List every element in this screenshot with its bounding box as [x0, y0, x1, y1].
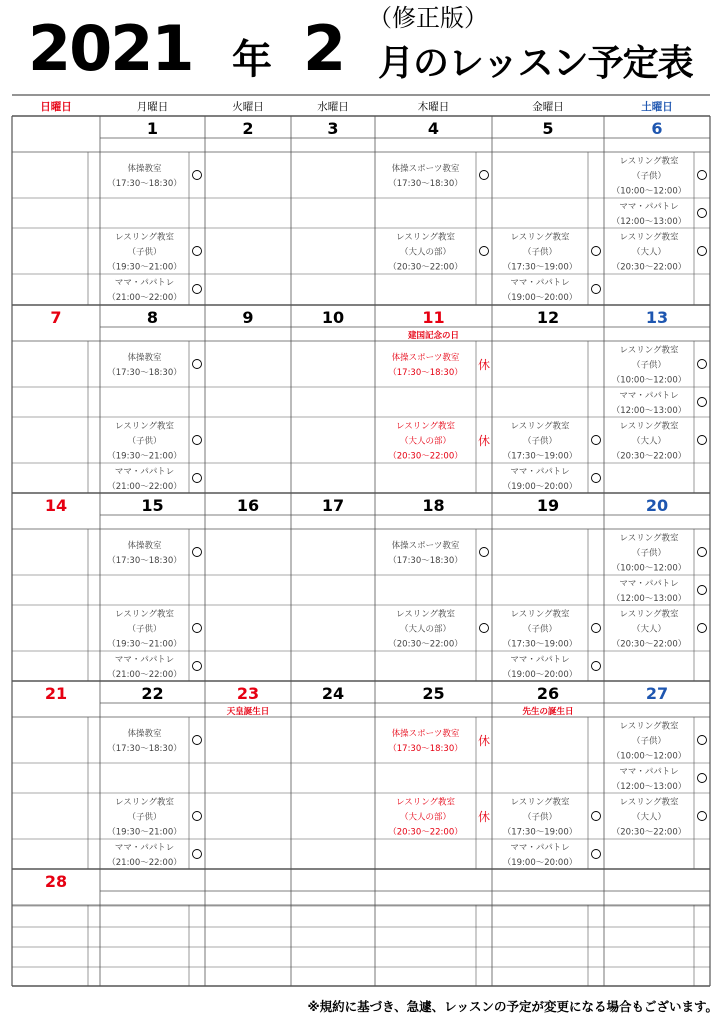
lesson-text: （大人）: [631, 247, 667, 258]
lesson-text: （10:00～12:00）: [611, 186, 687, 197]
lesson-text: （大人の部）: [399, 247, 452, 258]
available-mark: [193, 247, 202, 256]
day-number-3: 3: [327, 119, 339, 138]
available-mark: [698, 586, 707, 595]
lesson-text: （大人）: [631, 812, 667, 823]
lesson-text: （子供）: [127, 812, 162, 823]
lesson-text: （子供）: [631, 736, 667, 747]
day-number-28: 28: [44, 872, 68, 891]
lesson-text: （20:30～22:00）: [611, 262, 687, 273]
available-mark: [698, 736, 707, 745]
lesson-text: （19:30～21:00）: [107, 451, 182, 462]
day-number-11: 11: [422, 308, 445, 327]
lesson-text: （19:00～20:00）: [502, 293, 578, 303]
lesson-text: レスリング教室: [619, 345, 679, 356]
available-mark: [193, 850, 202, 859]
lesson-text: （17:30～18:30）: [388, 556, 463, 566]
header-title: 月のレッスン予定表: [378, 43, 693, 84]
lesson-text: （12:00～13:00）: [611, 406, 687, 416]
lesson-text: （17:30～19:00）: [502, 262, 578, 273]
lesson-text: （19:00～20:00）: [502, 858, 578, 868]
available-mark: [592, 624, 601, 633]
lesson-text: （子供）: [127, 247, 162, 258]
lesson-text: ママ・パパトレ: [114, 843, 175, 853]
available-mark: [592, 247, 601, 256]
day-number-10: 10: [321, 308, 345, 327]
lesson-text: （10:00～12:00）: [611, 563, 687, 574]
weekday-header-3: 水曜日: [317, 101, 349, 113]
lesson-text: ママ・パパトレ: [510, 655, 570, 665]
lesson-text: レスリング教室: [510, 232, 570, 243]
available-mark: [592, 812, 601, 821]
lesson-text: 体操教室: [127, 729, 162, 739]
lesson-text: （20:30～22:00）: [388, 827, 463, 838]
available-mark: [193, 171, 202, 180]
available-mark: [193, 548, 202, 557]
day-number-9: 9: [242, 308, 254, 327]
lesson-text: ママ・パパトレ: [114, 278, 175, 288]
lesson-text: （19:30～21:00）: [107, 639, 182, 650]
lesson-text: （子供）: [522, 624, 558, 635]
available-mark: [592, 285, 601, 294]
lesson-text: レスリング教室: [114, 797, 175, 808]
available-mark: [193, 736, 202, 745]
day-number-12: 12: [536, 308, 560, 327]
day-number-19: 19: [536, 496, 560, 515]
weekday-header-0: 日曜日: [40, 101, 72, 113]
lesson-text: レスリング教室: [510, 421, 570, 432]
available-mark: [193, 812, 202, 821]
available-mark: [592, 850, 601, 859]
lesson-text: ママ・パパトレ: [114, 467, 175, 477]
available-mark: [698, 171, 707, 180]
header-month: 2: [303, 12, 347, 85]
day-number-8: 8: [146, 308, 159, 327]
available-mark: [480, 171, 489, 180]
day-number-15: 15: [141, 496, 164, 515]
available-mark: [698, 209, 707, 218]
day-number-17: 17: [321, 496, 345, 515]
lesson-text: （子供）: [127, 436, 162, 447]
lesson-text: レスリング教室: [395, 232, 456, 243]
lesson-text: （20:30～22:00）: [388, 262, 463, 273]
closed-mark: 休: [477, 734, 491, 748]
lesson-text: レスリング教室: [510, 797, 570, 808]
lesson-text: レスリング教室: [114, 609, 175, 620]
weekday-header-1: 月曜日: [136, 101, 169, 113]
available-mark: [698, 548, 707, 557]
lesson-text: （子供）: [631, 171, 667, 182]
available-mark: [193, 474, 202, 483]
lesson-text: レスリング教室: [619, 156, 679, 167]
available-mark: [698, 774, 707, 783]
lesson-text: レスリング教室: [395, 421, 456, 432]
holiday-note: 建国記念の日: [407, 331, 460, 341]
lesson-text: ママ・パパトレ: [510, 843, 570, 853]
lesson-text: （17:30～18:30）: [388, 368, 463, 378]
lesson-text: レスリング教室: [619, 232, 679, 243]
lesson-text: （19:30～21:00）: [107, 262, 182, 273]
lesson-text: （20:30～22:00）: [611, 451, 687, 462]
lesson-text: （子供）: [522, 812, 558, 823]
lesson-text: ママ・パパトレ: [510, 278, 570, 288]
lesson-text: （17:30～18:30）: [107, 368, 182, 378]
lesson-text: 体操スポーツ教室: [391, 729, 460, 739]
lesson-text: レスリング教室: [395, 797, 456, 808]
footer-note: ※規約に基づき、急遽、レッスンの予定が変更になる場合もございます。: [307, 999, 718, 1014]
lesson-text: レスリング教室: [619, 797, 679, 808]
available-mark: [193, 662, 202, 671]
lesson-text: レスリング教室: [114, 421, 175, 432]
lesson-text: （大人）: [631, 436, 667, 447]
weekday-header-4: 木曜日: [417, 101, 450, 113]
lesson-text: （子供）: [631, 548, 667, 559]
lesson-text: （12:00～13:00）: [611, 594, 687, 604]
available-mark: [592, 436, 601, 445]
available-mark: [698, 812, 707, 821]
lesson-text: （子供）: [127, 624, 162, 635]
day-number-23: 23: [236, 684, 260, 703]
lesson-text: （17:30～18:30）: [107, 179, 182, 189]
lesson-text: （10:00～12:00）: [611, 375, 687, 386]
day-number-4: 4: [427, 119, 440, 138]
available-mark: [698, 247, 707, 256]
available-mark: [592, 474, 601, 483]
available-mark: [698, 360, 707, 369]
lesson-text: （17:30～18:30）: [107, 744, 182, 754]
lesson-text: （子供）: [522, 436, 558, 447]
day-number-14: 14: [44, 496, 68, 515]
lesson-text: ママ・パパトレ: [510, 467, 570, 477]
available-mark: [698, 436, 707, 445]
lesson-text: （19:00～20:00）: [502, 670, 578, 680]
lesson-text: 体操教室: [127, 541, 162, 551]
lesson-text: 体操スポーツ教室: [391, 353, 460, 363]
lesson-text: レスリング教室: [395, 609, 456, 620]
lesson-text: （17:30～19:00）: [502, 451, 578, 462]
weekday-header-5: 金曜日: [532, 101, 564, 113]
day-number-6: 6: [651, 119, 663, 138]
weekday-header-6: 土曜日: [641, 101, 673, 113]
day-number-22: 22: [141, 684, 164, 703]
available-mark: [193, 436, 202, 445]
lesson-text: （17:30～19:00）: [502, 639, 578, 650]
lesson-text: （大人の部）: [399, 624, 452, 635]
day-number-5: 5: [542, 119, 554, 138]
lesson-text: （17:30～18:30）: [107, 556, 182, 566]
lesson-text: ママ・パパトレ: [619, 391, 679, 401]
lesson-text: 体操スポーツ教室: [391, 541, 460, 551]
lesson-text: （20:30～22:00）: [388, 451, 463, 462]
day-number-1: 1: [146, 119, 159, 138]
holiday-note: 天皇誕生日: [226, 707, 270, 717]
day-number-13: 13: [645, 308, 669, 327]
lesson-text: レスリング教室: [619, 609, 679, 620]
available-mark: [193, 624, 202, 633]
lesson-text: （20:30～22:00）: [388, 639, 463, 650]
lesson-text: （21:00～22:00）: [107, 293, 182, 303]
lesson-text: ママ・パパトレ: [114, 655, 175, 665]
closed-mark: 休: [477, 434, 491, 448]
day-number-2: 2: [242, 119, 254, 138]
lesson-text: （12:00～13:00）: [611, 217, 687, 227]
lesson-text: レスリング教室: [619, 721, 679, 732]
available-mark: [193, 360, 202, 369]
header-year: 2021: [28, 12, 193, 85]
lesson-text: （19:00～20:00）: [502, 482, 578, 492]
lesson-text: （21:00～22:00）: [107, 670, 182, 680]
lesson-text: （20:30～22:00）: [611, 639, 687, 650]
lesson-text: レスリング教室: [114, 232, 175, 243]
available-mark: [480, 247, 489, 256]
closed-mark: 休: [477, 358, 491, 372]
lesson-text: （子供）: [631, 360, 667, 371]
closed-mark: 休: [477, 810, 491, 824]
lesson-text: （21:00～22:00）: [107, 482, 182, 492]
available-mark: [480, 624, 489, 633]
lesson-text: （20:30～22:00）: [611, 827, 687, 838]
day-number-25: 25: [422, 684, 445, 703]
lesson-text: 体操スポーツ教室: [391, 164, 460, 174]
day-number-18: 18: [422, 496, 445, 515]
day-number-21: 21: [44, 684, 68, 703]
lesson-text: ママ・パパトレ: [619, 579, 679, 589]
available-mark: [698, 398, 707, 407]
lesson-text: （子供）: [522, 247, 558, 258]
day-number-24: 24: [321, 684, 345, 703]
lesson-text: （大人の部）: [399, 436, 452, 447]
lesson-text: レスリング教室: [510, 609, 570, 620]
lesson-text: ママ・パパトレ: [619, 767, 679, 777]
lesson-text: （17:30～18:30）: [388, 744, 463, 754]
lesson-text: （10:00～12:00）: [611, 751, 687, 762]
lesson-text: （21:00～22:00）: [107, 858, 182, 868]
lesson-text: ママ・パパトレ: [619, 202, 679, 212]
day-number-26: 26: [536, 684, 560, 703]
day-number-7: 7: [50, 308, 62, 327]
available-mark: [592, 662, 601, 671]
available-mark: [698, 624, 707, 633]
lesson-text: （大人の部）: [399, 812, 452, 823]
lesson-text: レスリング教室: [619, 533, 679, 544]
lesson-text: （12:00～13:00）: [611, 782, 687, 792]
lesson-text: レスリング教室: [619, 421, 679, 432]
day-number-27: 27: [645, 684, 669, 703]
weekday-header-2: 火曜日: [232, 101, 264, 113]
lesson-text: （17:30～18:30）: [388, 179, 463, 189]
lesson-text: （19:30～21:00）: [107, 827, 182, 838]
day-number-16: 16: [236, 496, 260, 515]
lesson-text: 体操教室: [127, 353, 162, 363]
day-number-20: 20: [645, 496, 669, 515]
holiday-note: 先生の誕生日: [522, 707, 574, 717]
lesson-text: 体操教室: [127, 164, 162, 174]
available-mark: [480, 548, 489, 557]
header-year-suffix: 年: [232, 37, 272, 83]
lesson-text: （17:30～19:00）: [502, 827, 578, 838]
lesson-text: （大人）: [631, 624, 667, 635]
available-mark: [193, 285, 202, 294]
header-revised: （修正版）: [368, 4, 488, 32]
